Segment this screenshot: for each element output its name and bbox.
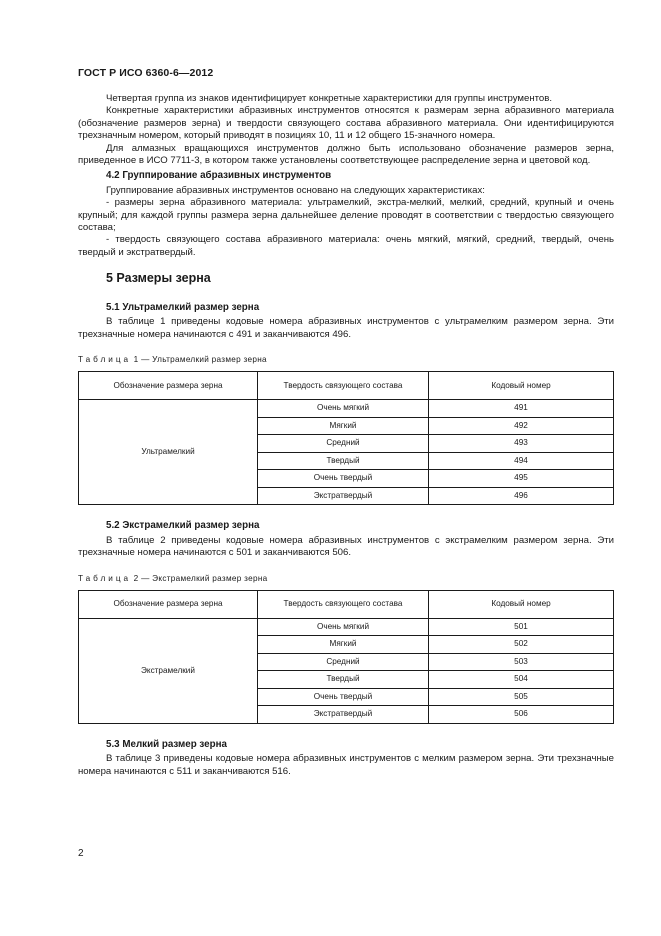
hardness-cell: Мягкий <box>258 417 429 435</box>
caption-text: 2 — Экстрамелкий размер зерна <box>131 573 268 583</box>
caption-lead: Таблица <box>78 573 132 583</box>
spacer <box>78 505 614 517</box>
hardness-cell: Очень мягкий <box>258 618 429 636</box>
section-4-2-title: 4.2 Группирование абразивных инструментов <box>106 170 332 182</box>
list-item: - размеры зерна абразивного материала: ультрамелкий, экстра-мелкий, мелкий, средний, крупный и очень крупный; для каждой группы размера зерна дальнейшее деление проводят в соответствии с твердостью связующего состава; <box>78 197 614 234</box>
code-cell: 493 <box>429 435 614 453</box>
paragraph: Конкретные характеристики абразивных инструментов относятся к размерам зерна абразивного материала (обозначение размеров зерна) и твердости связующего состава абразивного материала. Они идентифицируются трехзначным номером, который приводят в позициях 10, 11 и 12 общего 15-значного номера. <box>78 105 614 142</box>
column-header: Обозначение размера зерна <box>79 372 258 400</box>
table-header-row <box>79 590 614 618</box>
hardness-cell: Средний <box>258 653 429 671</box>
hardness-cell: Экстратвердый <box>258 487 429 505</box>
document-header: ГОСТ Р ИСО 6360-6—2012 <box>78 67 214 79</box>
table-row <box>79 618 614 636</box>
code-cell: 506 <box>429 706 614 724</box>
caption-text: 1 — Ультрамелкий размер зерна <box>131 354 267 364</box>
paragraph: Для алмазных вращающихся инструментов должно быть использовано обозначение размеров зерна, приведенное в ИСО 7711-3, в котором также установлены соответствующее распределение зерна и цветовой код. <box>78 142 614 167</box>
hardness-cell: Твердый <box>258 671 429 689</box>
hardness-cell: Экстратвердый <box>258 706 429 724</box>
paragraph: Группирование абразивных инструментов основано на следующих характеристиках: <box>106 184 485 196</box>
code-cell: 492 <box>429 417 614 435</box>
paragraph: В таблице 1 приведены кодовые номера абразивных инструментов с ультрамелким размером зерна. Эти трехзначные номера начинаются с 491 и заканчиваются 496. <box>78 316 614 340</box>
caption-lead: Таблица <box>78 354 132 364</box>
hardness-cell: Очень твердый <box>258 688 429 706</box>
code-cell: 491 <box>429 400 614 418</box>
paragraph: Четвертая группа из знаков идентифицирует конкретные характеристики для группы инструментов. <box>106 93 553 104</box>
code-cell: 505 <box>429 688 614 706</box>
table-2-caption <box>78 573 614 585</box>
table-1 <box>78 371 614 505</box>
hardness-cell: Очень твердый <box>258 470 429 488</box>
hardness-cell: Мягкий <box>258 636 429 654</box>
code-cell: 494 <box>429 452 614 470</box>
grain-size-cell: Экстрамелкий <box>79 618 258 723</box>
spacer <box>78 724 614 736</box>
table-header-row <box>79 372 614 400</box>
list-item: - твердость связующего состава абразивного материала: очень мягкий, мягкий, средний, твердый, очень твердый и экстратвердый. <box>78 234 614 258</box>
code-cell: 501 <box>429 618 614 636</box>
code-cell: 504 <box>429 671 614 689</box>
table-1-caption <box>78 354 614 366</box>
grain-size-cell: Ультрамелкий <box>79 400 258 505</box>
column-header: Обозначение размера зерна <box>79 590 258 618</box>
table-2 <box>78 590 614 724</box>
hardness-cell: Очень мягкий <box>258 400 429 418</box>
section-5-title: 5 Размеры зерна <box>106 271 211 286</box>
document-body <box>78 93 614 778</box>
table-row <box>79 400 614 418</box>
section-5-2-title: 5.2 Экстрамелкий размер зерна <box>106 520 260 532</box>
code-cell: 502 <box>429 636 614 654</box>
paragraph: В таблице 2 приведены кодовые номера абразивных инструментов с экстрамелким размером зерна. Эти трехзначные номера начинаются с 501 и заканчиваются 506. <box>78 534 614 559</box>
column-header: Кодовый номер <box>429 590 614 618</box>
section-5-1-title: 5.1 Ультрамелкий размер зерна <box>106 301 260 313</box>
hardness-cell: Твердый <box>258 452 429 470</box>
column-header: Твердость связующего состава <box>258 372 429 400</box>
code-cell: 495 <box>429 470 614 488</box>
page-number: 2 <box>78 848 84 859</box>
column-header: Твердость связующего состава <box>258 590 429 618</box>
column-header: Кодовый номер <box>429 372 614 400</box>
paragraph: В таблице 3 приведены кодовые номера абразивных инструментов с мелким размером зерна. Эти трехзначные номера начинаются с 511 и заканчиваются 516. <box>78 753 614 777</box>
code-cell: 503 <box>429 653 614 671</box>
hardness-cell: Средний <box>258 435 429 453</box>
section-5-3-title: 5.3 Мелкий размер зерна <box>106 738 227 750</box>
code-cell: 496 <box>429 487 614 505</box>
